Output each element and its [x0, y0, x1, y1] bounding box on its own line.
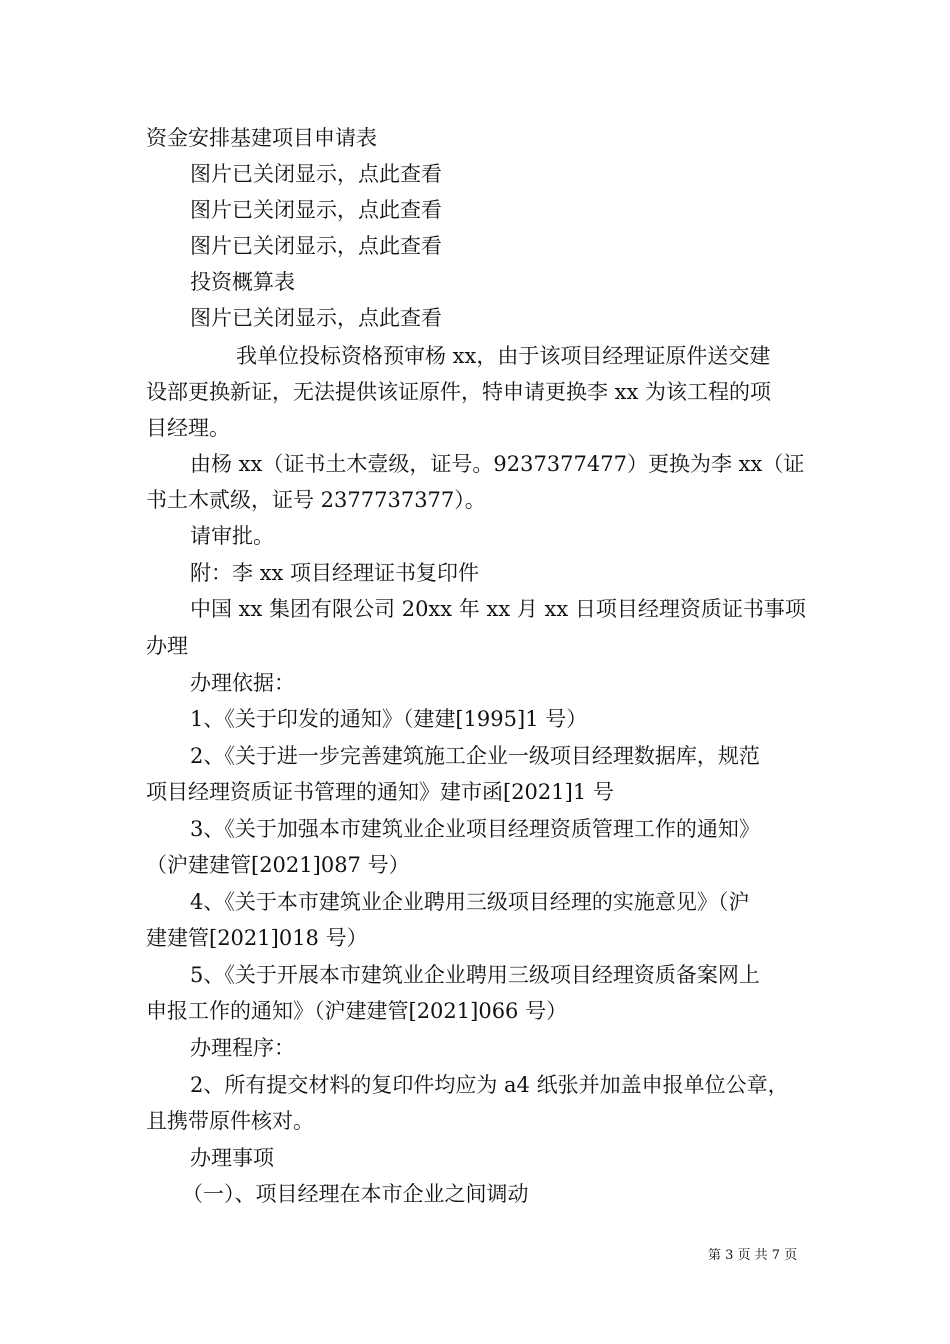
doc-line: 办理: [146, 634, 188, 658]
doc-line: （一）、项目经理在本市企业之间调动: [182, 1182, 529, 1206]
page-number-footer: 第 3 页 共 7 页: [708, 1248, 798, 1263]
doc-line: 由杨 xx（证书土木壹级，证号。9237377477）更换为李 xx（证: [190, 452, 805, 476]
image-placeholder-link[interactable]: 图片已关闭显示，点此查看: [190, 198, 442, 222]
doc-line: 书土木贰级，证号 2377737377）。: [146, 488, 486, 512]
doc-line: 3、《关于加强本市建筑业企业项目经理资质管理工作的通知》: [190, 817, 760, 841]
doc-line: 2、所有提交材料的复印件均应为 a4 纸张并加盖申报单位公章，: [190, 1073, 789, 1097]
doc-line: 我单位投标资格预审杨 xx，由于该项目经理证原件送交建: [236, 344, 771, 368]
doc-line: 1、《关于印发的通知》（建建[1995]1 号）: [190, 707, 588, 731]
doc-line: 资金安排基建项目申请表: [146, 126, 377, 150]
doc-line: 办理程序：: [190, 1036, 295, 1060]
doc-line: 申报工作的通知》（沪建建管[2021]066 号）: [146, 999, 568, 1023]
doc-line: 5、《关于开展本市建筑业企业聘用三级项目经理资质备案网上: [190, 963, 760, 987]
doc-line: 目经理。: [146, 416, 230, 440]
doc-line: 项目经理资质证书管理的通知》建市函[2021]1 号: [146, 780, 614, 804]
image-placeholder-link[interactable]: 图片已关闭显示，点此查看: [190, 162, 442, 186]
image-placeholder-link[interactable]: 图片已关闭显示，点此查看: [190, 306, 442, 330]
image-placeholder-link[interactable]: 图片已关闭显示，点此查看: [190, 234, 442, 258]
doc-line: 办理依据：: [190, 671, 295, 695]
doc-line: 中国 xx 集团有限公司 20xx 年 xx 月 xx 日项目经理资质证书事项: [190, 597, 806, 621]
doc-line: 4、《关于本市建筑业企业聘用三级项目经理的实施意见》（沪: [190, 890, 750, 914]
doc-line: （沪建建管[2021]087 号）: [146, 853, 410, 877]
doc-line: 请审批。: [190, 524, 274, 548]
doc-line: 办理事项: [190, 1146, 274, 1170]
doc-line: 附：李 xx 项目经理证书复印件: [190, 561, 480, 585]
doc-line: 投资概算表: [190, 270, 295, 294]
doc-line: 且携带原件核对。: [146, 1109, 314, 1133]
doc-line: 设部更换新证，无法提供该证原件，特申请更换李 xx 为该工程的项: [146, 380, 772, 404]
doc-line: 建建管[2021]018 号）: [146, 926, 368, 950]
doc-line: 2、《关于进一步完善建筑施工企业一级项目经理数据库，规范: [190, 744, 760, 768]
